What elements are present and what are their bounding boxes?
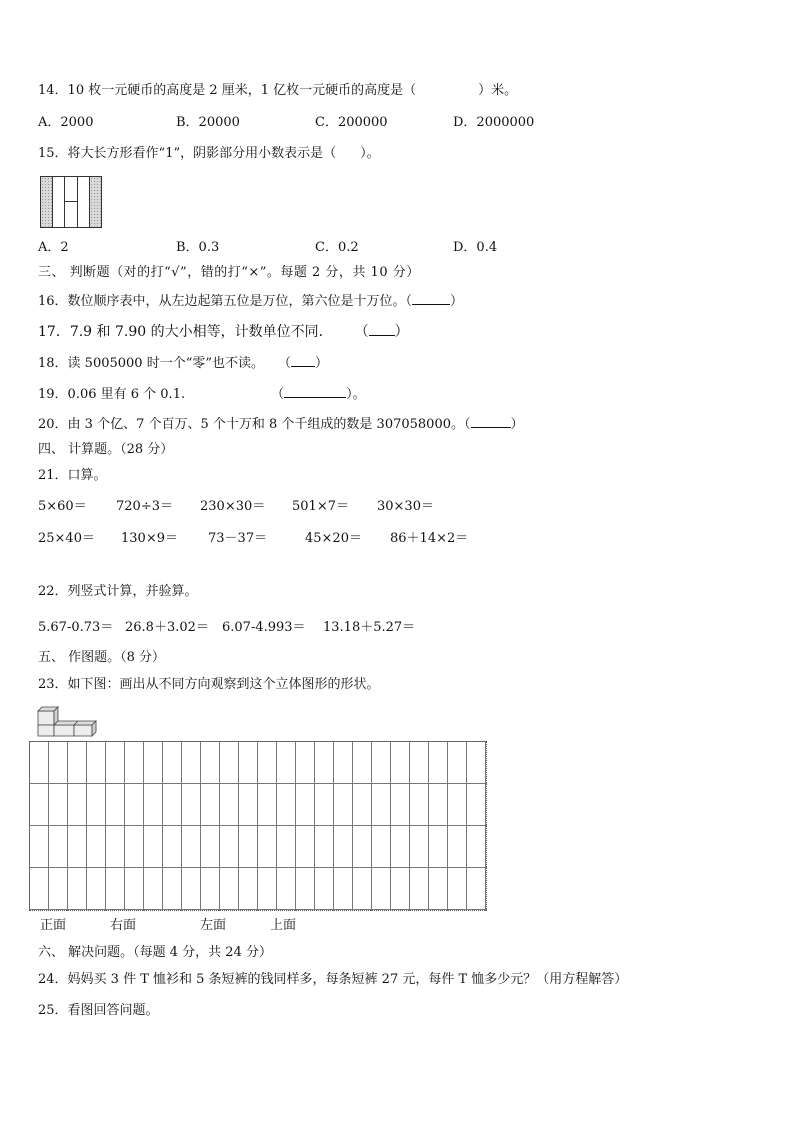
answer-blank-20[interactable] (471, 415, 511, 428)
mental-calc-item: 45×20＝ (305, 531, 362, 546)
mental-calc-item: 73－37＝ (208, 531, 268, 546)
question-25: 25．看图回答问题。 (38, 1003, 159, 1018)
q14-option-d[interactable]: D．2000000 (453, 115, 535, 130)
question-23-title: 23．如下图：画出从不同方向观察到这个立体图形的形状。 (38, 677, 380, 692)
vertical-calc-item: 26.8＋3.02＝ (125, 620, 209, 635)
vertical-calc-item: 13.18＋5.27＝ (323, 620, 416, 635)
question-14 (38, 83, 517, 99)
q14-option-c[interactable]: C．200000 (315, 115, 388, 130)
q15-option-a[interactable]: A．2 (38, 240, 69, 255)
question-14-text: 14．10 枚一元硬币的高度是 2 厘米，1 亿枚一元硬币的高度是（ (38, 83, 417, 98)
view-label-left: 左面 (200, 918, 227, 933)
answer-blank-16[interactable] (412, 292, 450, 305)
drawing-grid[interactable] (29, 741, 487, 911)
plain-column (52, 177, 64, 227)
section-6-heading: 六、 解决问题。（每题 4 分，共 24 分） (38, 945, 272, 960)
q15-option-d[interactable]: D．0.4 (453, 240, 498, 255)
mental-calc-item: 720÷3＝ (116, 499, 173, 514)
q15-option-c[interactable]: C．0.2 (315, 240, 359, 255)
answer-blank-19[interactable] (284, 385, 346, 398)
question-21-title: 21．口算。 (38, 468, 107, 483)
view-label-top: 上面 (270, 918, 297, 933)
split-column (64, 177, 76, 227)
mental-calc-item: 86＋14×2＝ (390, 531, 469, 546)
mental-calc-item: 230×30＝ (200, 499, 266, 514)
vertical-calc-item: 6.07-4.993＝ (222, 620, 306, 635)
section-4-heading: 四、 计算题。（28 分） (38, 442, 174, 457)
mental-calc-item: 130×9＝ (121, 531, 178, 546)
question-20 (38, 415, 524, 433)
question-19-open: （ (271, 387, 285, 402)
question-17-text: 17．7.9 和 7.90 的大小相等，计数单位不同． (38, 324, 333, 340)
question-18-close: ） (315, 356, 329, 371)
view-label-front: 正面 (40, 918, 67, 933)
q14-option-b[interactable]: B．20000 (176, 115, 240, 130)
question-16-close: ） (450, 294, 464, 309)
question-20-close: ） (510, 417, 524, 432)
vertical-calc-item: 5.67-0.73＝ (38, 620, 114, 635)
mental-calc-item: 25×40＝ (38, 531, 95, 546)
shaded-column (89, 177, 101, 227)
question-18-text: 18．读 5005000 时一个“零”也不读。 (38, 356, 264, 371)
question-16 (38, 292, 463, 310)
question-15-text: 15．将大长方形看作“1”，阴影部分用小数表示是（ (38, 146, 337, 161)
question-17-close: ） (394, 324, 409, 340)
q14-option-a[interactable]: A．2000 (38, 115, 94, 130)
mental-calc-item: 5×60＝ (38, 499, 87, 514)
mental-calc-item: 30×30＝ (377, 499, 434, 514)
question-17-open: （ (354, 324, 369, 340)
plain-column (77, 177, 89, 227)
question-16-text: 16．数位顺序表中，从左边起第五位是万位，第六位是十万位。（ (38, 294, 413, 309)
question-15-close: ）。 (360, 146, 380, 161)
q15-option-b[interactable]: B．0.3 (176, 240, 220, 255)
question-19 (38, 385, 366, 403)
question-18-open: （ (278, 356, 292, 371)
section-5-heading: 五、 作图题。（8 分） (38, 650, 166, 665)
question-17 (38, 323, 409, 340)
question-24: 24．妈妈买 3 件 T 恤衫和 5 条短裤的钱同样多，每条短裤 27 元，每件 T 恤多少元？（用方程解答） (38, 972, 628, 987)
shaded-rectangle-figure (40, 176, 102, 228)
answer-blank-18[interactable] (291, 354, 315, 367)
question-15 (38, 146, 380, 162)
answer-blank-17[interactable] (369, 323, 395, 336)
cube-solid-figure (36, 703, 100, 737)
question-22-title: 22．列竖式计算，并验算。 (38, 584, 198, 599)
question-19-text: 19．0.06 里有 6 个 0.1. (38, 387, 186, 402)
question-20-text: 20．由 3 个亿、7 个百万、5 个十万和 8 个千组成的数是 307058000。（ (38, 417, 471, 432)
question-14-close: ）米。 (478, 83, 518, 98)
view-label-right: 右面 (110, 918, 137, 933)
question-19-close: ）。 (346, 387, 366, 402)
question-18 (38, 354, 328, 372)
section-3-heading: 三、 判断题（对的打“√”，错的打“×”。每题 2 分，共 10 分） (38, 265, 420, 280)
shaded-column (41, 177, 52, 227)
mental-calc-item: 501×7＝ (292, 499, 349, 514)
